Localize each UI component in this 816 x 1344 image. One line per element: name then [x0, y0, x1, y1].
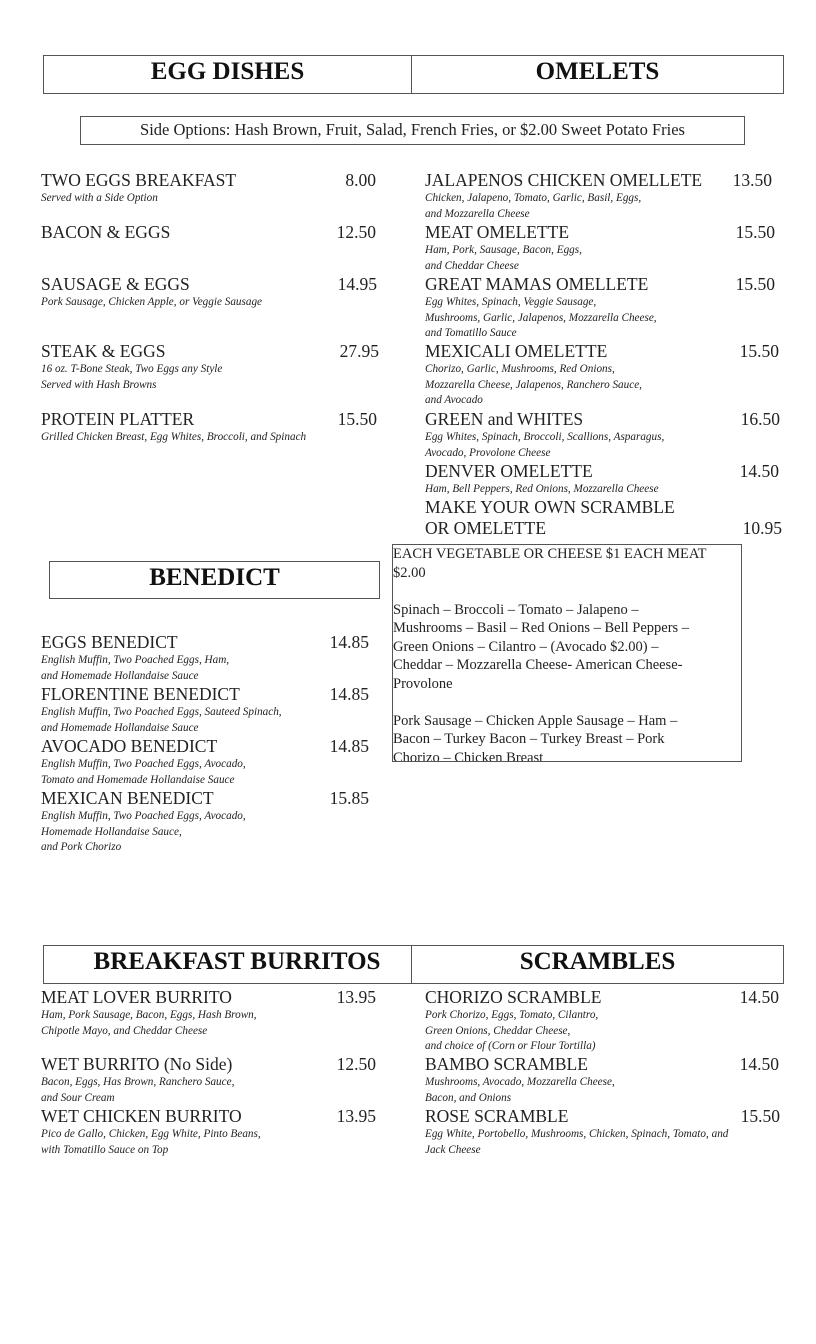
item-price: 12.50 — [336, 222, 376, 242]
item-name: GREAT MAMAS OMELLETE — [425, 274, 649, 294]
toppings-line: Cheddar – Mozzarella Cheese- American Cheese- — [393, 657, 683, 673]
item-description: Served with a Side Option — [41, 192, 158, 204]
item-price: 14.50 — [739, 987, 779, 1007]
item-name: STEAK & EGGS — [41, 341, 166, 361]
toppings-line: Spinach – Broccoli – Tomato – Jalapeno – — [393, 601, 639, 618]
item-name: JALAPENOS CHICKEN OMELLETE — [425, 170, 703, 190]
item-name: BACON & EGGS — [41, 222, 171, 242]
item-price: 13.95 — [336, 987, 376, 1007]
menu-item — [41, 788, 369, 856]
scrambles-title: SCRAMBLES — [519, 948, 676, 975]
omelets-title: OMELETS — [535, 58, 660, 85]
item-description: English Muffin, Two Poached Eggs, Sauteed Spinach, and Homemade Hollandaise Sauce — [41, 706, 282, 734]
item-price: 15.85 — [329, 788, 369, 808]
item-price: 8.00 — [345, 170, 376, 190]
menu-item — [425, 1054, 779, 1106]
menu-item — [425, 274, 775, 342]
menu-item — [425, 170, 772, 222]
toppings-line: Provolone — [393, 675, 453, 692]
item-name: BAMBO SCRAMBLE — [425, 1054, 588, 1074]
menu-item — [425, 1106, 780, 1158]
item-description: Ham, Bell Peppers, Red Onions, Mozzarella Cheese — [425, 483, 659, 495]
menu-item — [41, 170, 376, 207]
item-description: Ham, Pork, Sausage, Bacon, Eggs, and Cheddar Cheese — [425, 244, 582, 272]
toppings-line: Bacon – Turkey Bacon – Turkey Breast – Pork — [393, 731, 665, 747]
menu-item — [425, 987, 779, 1055]
menu-item — [425, 409, 780, 461]
item-price: 15.50 — [740, 1106, 780, 1126]
item-name: EGGS BENEDICT — [41, 632, 178, 652]
make-your-own-item — [425, 497, 782, 539]
item-name: AVOCADO BENEDICT — [41, 736, 218, 756]
item-price: 15.50 — [735, 222, 775, 242]
item-name: DENVER OMELETTE — [425, 461, 593, 481]
item-price: 15.50 — [735, 274, 775, 294]
menu-item — [41, 222, 376, 243]
item-description: Egg White, Portobello, Mushrooms, Chicken, Spinach, Tomato, and Jack Cheese — [425, 1128, 729, 1156]
item-description: Bacon, Eggs, Has Brown, Ranchero Sauce, and Sour Cream — [41, 1076, 235, 1104]
item-price: 14.85 — [329, 684, 369, 704]
item-name: SAUSAGE & EGGS — [41, 274, 190, 294]
toppings-line: Green Onions – Cilantro – (Avocado $2.00) – — [393, 638, 659, 655]
item-name: WET CHICKEN BURRITO — [41, 1106, 242, 1126]
toppings-line: Chorizo – Chicken Breast — [393, 749, 544, 761]
menu-item — [41, 341, 379, 393]
item-price: 14.95 — [337, 274, 377, 294]
item-description: 16 oz. T-Bone Steak, Two Eggs any Style Served with Hash Browns — [41, 363, 223, 391]
item-name: TWO EGGS BREAKFAST — [41, 170, 237, 190]
item-description: Chorizo, Garlic, Mushrooms, Red Onions, Mozzarella Cheese, Jalapenos, Ranchero Sauce, and Avocado — [425, 363, 642, 406]
item-name: MEXICALI OMELETTE — [425, 341, 608, 361]
menu-item — [41, 736, 369, 788]
menu-item — [41, 1106, 376, 1158]
menu-item — [425, 222, 775, 274]
item-description: Grilled Chicken Breast, Egg Whites, Broccoli, and Spinach — [41, 431, 307, 443]
menu-item — [41, 409, 377, 446]
item-price: 10.95 — [742, 518, 782, 538]
egg-dishes-title: EGG DISHES — [150, 58, 305, 85]
item-price: 16.50 — [740, 409, 780, 429]
menu-item — [425, 341, 779, 409]
item-name: CHORIZO SCRAMBLE — [425, 987, 602, 1007]
menu-item — [425, 461, 779, 498]
item-price: 13.50 — [732, 170, 772, 190]
item-price: 27.95 — [339, 341, 379, 361]
side-options-text: Side Options: Hash Brown, Fruit, Salad, French Fries, or $2.00 Sweet Potato Fries — [140, 120, 685, 139]
item-price: 14.85 — [329, 632, 369, 652]
item-description: English Muffin, Two Poached Eggs, Avocado, Homemade Hollandaise Sauce, and Pork Chorizo — [41, 810, 246, 853]
item-price: 13.95 — [336, 1106, 376, 1126]
toppings-line: EACH VEGETABLE OR CHEESE $1 EACH MEAT — [393, 546, 707, 562]
item-name: WET BURRITO (No Side) — [41, 1054, 233, 1074]
item-description: English Muffin, Two Poached Eggs, Ham, and Homemade Hollandaise Sauce — [41, 654, 230, 682]
item-description: English Muffin, Two Poached Eggs, Avocado, Tomato and Homemade Hollandaise Sauce — [41, 758, 246, 786]
item-name: FLORENTINE BENEDICT — [41, 684, 240, 704]
burritos-title: BREAKFAST BURRITOS — [93, 948, 381, 975]
item-description: Pork Chorizo, Eggs, Tomato, Cilantro, Green Onions, Cheddar Cheese, and choice of (Corn or Flour Tortilla) — [425, 1009, 599, 1052]
menu-item — [41, 274, 377, 311]
item-description: Chicken, Jalapeno, Tomato, Garlic, Basil, Eggs, and Mozzarella Cheese — [425, 192, 642, 220]
toppings-line: $2.00 — [393, 564, 426, 581]
item-description: Pork Sausage, Chicken Apple, or Veggie Sausage — [41, 296, 263, 308]
item-description: Pico de Gallo, Chicken, Egg White, Pinto Beans, with Tomatillo Sauce on Top — [41, 1128, 261, 1156]
item-name-line1: MAKE YOUR OWN SCRAMBLE — [425, 497, 675, 517]
item-description: Egg Whites, Spinach, Broccoli, Scallions, Asparagus, Avocado, Provolone Cheese — [425, 431, 665, 459]
item-price: 12.50 — [336, 1054, 376, 1074]
item-price: 14.50 — [739, 461, 779, 481]
item-price: 15.50 — [739, 341, 779, 361]
item-price: 14.50 — [739, 1054, 779, 1074]
item-description: Egg Whites, Spinach, Veggie Sausage, Mushrooms, Garlic, Jalapenos, Mozzarella Cheese, and Tomatillo Sauce — [425, 296, 657, 339]
menu-item — [41, 632, 369, 684]
item-price: 15.50 — [337, 409, 377, 429]
toppings-line: Mushrooms – Basil – Red Onions – Bell Peppers – — [393, 620, 690, 636]
item-name: GREEN and WHITES — [425, 409, 584, 429]
item-name: ROSE SCRAMBLE — [425, 1106, 569, 1126]
toppings-line: Pork Sausage – Chicken Apple Sausage – Ham – — [393, 712, 678, 729]
item-name-line2: OR OMELETTE — [425, 518, 547, 538]
menu-item — [41, 684, 369, 736]
item-description: Ham, Pork Sausage, Bacon, Eggs, Hash Brown, Chipotle Mayo, and Cheddar Cheese — [41, 1009, 257, 1037]
benedict-title: BENEDICT — [149, 564, 280, 591]
item-description: Mushrooms, Avocado, Mozzarella Cheese, Bacon, and Onions — [425, 1076, 615, 1104]
item-name: MEXICAN BENEDICT — [41, 788, 214, 808]
item-name: PROTEIN PLATTER — [41, 409, 195, 429]
menu-item — [41, 987, 376, 1039]
item-name: MEAT LOVER BURRITO — [41, 987, 232, 1007]
menu-item — [41, 1054, 376, 1106]
toppings-text — [393, 545, 741, 761]
item-name: MEAT OMELETTE — [425, 222, 570, 242]
item-price: 14.85 — [329, 736, 369, 756]
